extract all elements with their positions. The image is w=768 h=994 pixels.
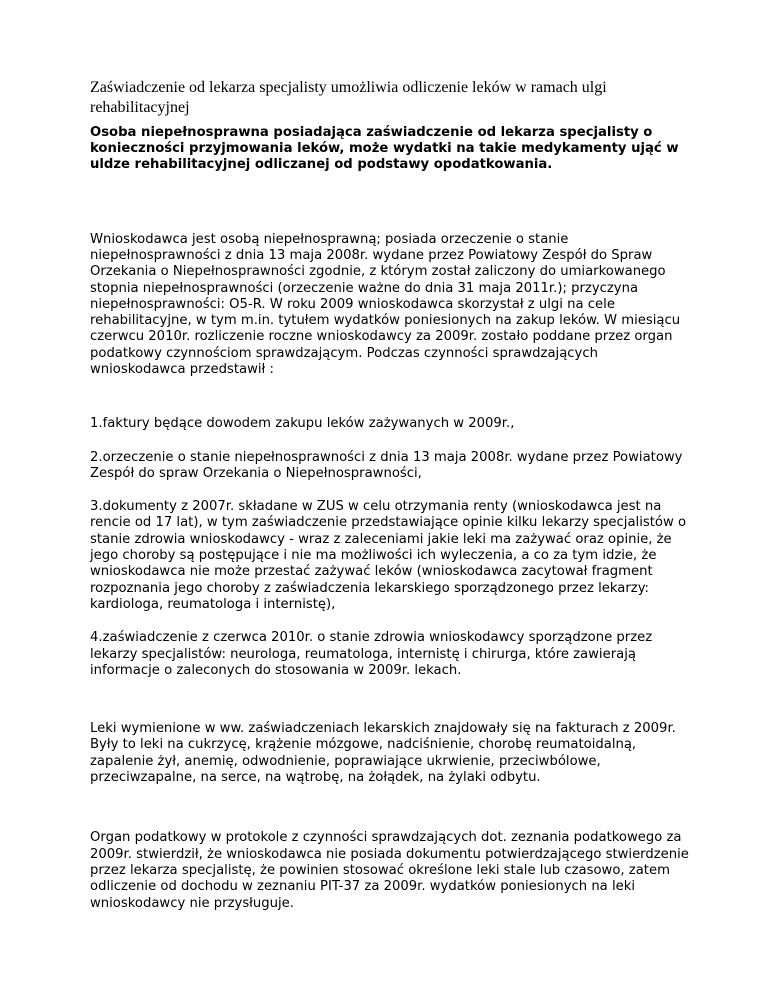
medicines-paragraph: Leki wymienione w ww. zaświadczeniach lekarskich znajdowały się na fakturach z 2009r. Były to leki na cukrzycę, krążenie mózgowe, nadciśnienie, chorobę reumatoidalną, zapalenie żył, anemię, odwodnienie, poprawiające ukrwienie, przeciwbólowe, przeciwzapalne, na serce, na wątrobę, na żołądek, na żylaki odbytu. [90,721,676,786]
intro-paragraph: Wnioskodawca jest osobą niepełnosprawną; posiada orzeczenie o stanie niepełnosprawności z dnia 13 maja 2008r. wydane przez Powiatowy Zespół do Spraw Orzekania o Niepełnosprawności zgodnie, z którym został zaliczony do umiarkowanego stopnia niepełnosprawności (orzeczenie ważne do dnia 31 maja 2011r.); przyczyna niepełnosprawności: O5-R. W roku 2009 wnioskodawca skorzystał z ulgi na cele rehabilitacyjne, w tym m.in. tytułem wydatków poniesionych na zakup leków. W miesiącu czerwcu 2010r. rozliczenie roczne wnioskodawcy za 2009r. zostało poddane przez organ podatkowy czynnościom sprawdzającym. Podczas czynności sprawdzających wnioskodawca przedstawił : [90,231,681,377]
document-body [90,78,690,912]
tax-authority-paragraph: Organ podatkowy w protokole z czynności sprawdzających dot. zeznania podatkowego za 2009r. stwierdził, że wnioskodawca nie posiada dokumentu potwierdzającego stwierdzenie przez lekarza specjalistę, że powinien stosować określone leki stale lub czasowo, zatem odliczenie od dochodu w zeznaniu PIT-37 za 2009r. wydatków poniesionych na leki wnioskodawcy nie przysługuje. [90,830,689,911]
lead-paragraph: Osoba niepełnosprawna posiadająca zaświadczenie od lekarza specjalisty o konieczności przyjmowania leków, może wydatki na takie medykamenty ująć w uldze rehabilitacyjnej odliczanej od podstawy opodatkowania. [90,125,679,173]
list-item: 1.faktury będące dowodem zakupu leków zażywanych w 2009r., [90,416,515,432]
document-title: Zaświadczenie od lekarza specjalisty umożliwia odliczenie leków w ramach ulgi rehabilitacyjnej [90,79,607,116]
list-item: 3.dokumenty z 2007r. składane w ZUS w celu otrzymania renty (wnioskodawca jest na rencie od 17 lat), w tym zaświadczenie przedstawiające opinie kilku lekarzy specjalistów o stanie zdrowia wnioskodawcy - wraz z zaleceniami jakie leki ma zażywać oraz opinie, że jego choroby są postępujące i nie ma możliwości ich wyleczenia, a co za tym idzie, że wnioskodawca nie może przestać zażywać leków (wnioskodawca zacytował fragment rozpoznania jego choroby z zaświadczenia lekarskiego sporządzonego przez lekarzy: kardiologa, reumatologa i internistę), [90,499,687,612]
list-item: 4.zaświadczenie z czerwca 2010r. o stanie zdrowia wnioskodawcy sporządzone przez lekarzy specjalistów: neurologa, reumatologa, internistę i chirurga, które zawierają informacje o zaleconych do stosowania w 2009r. lekach. [90,630,653,678]
list-item: 2.orzeczenie o stanie niepełnosprawności z dnia 13 maja 2008r. wydane przez Powiatowy Zespół do spraw Orzekania o Niepełnosprawności, [90,449,683,481]
